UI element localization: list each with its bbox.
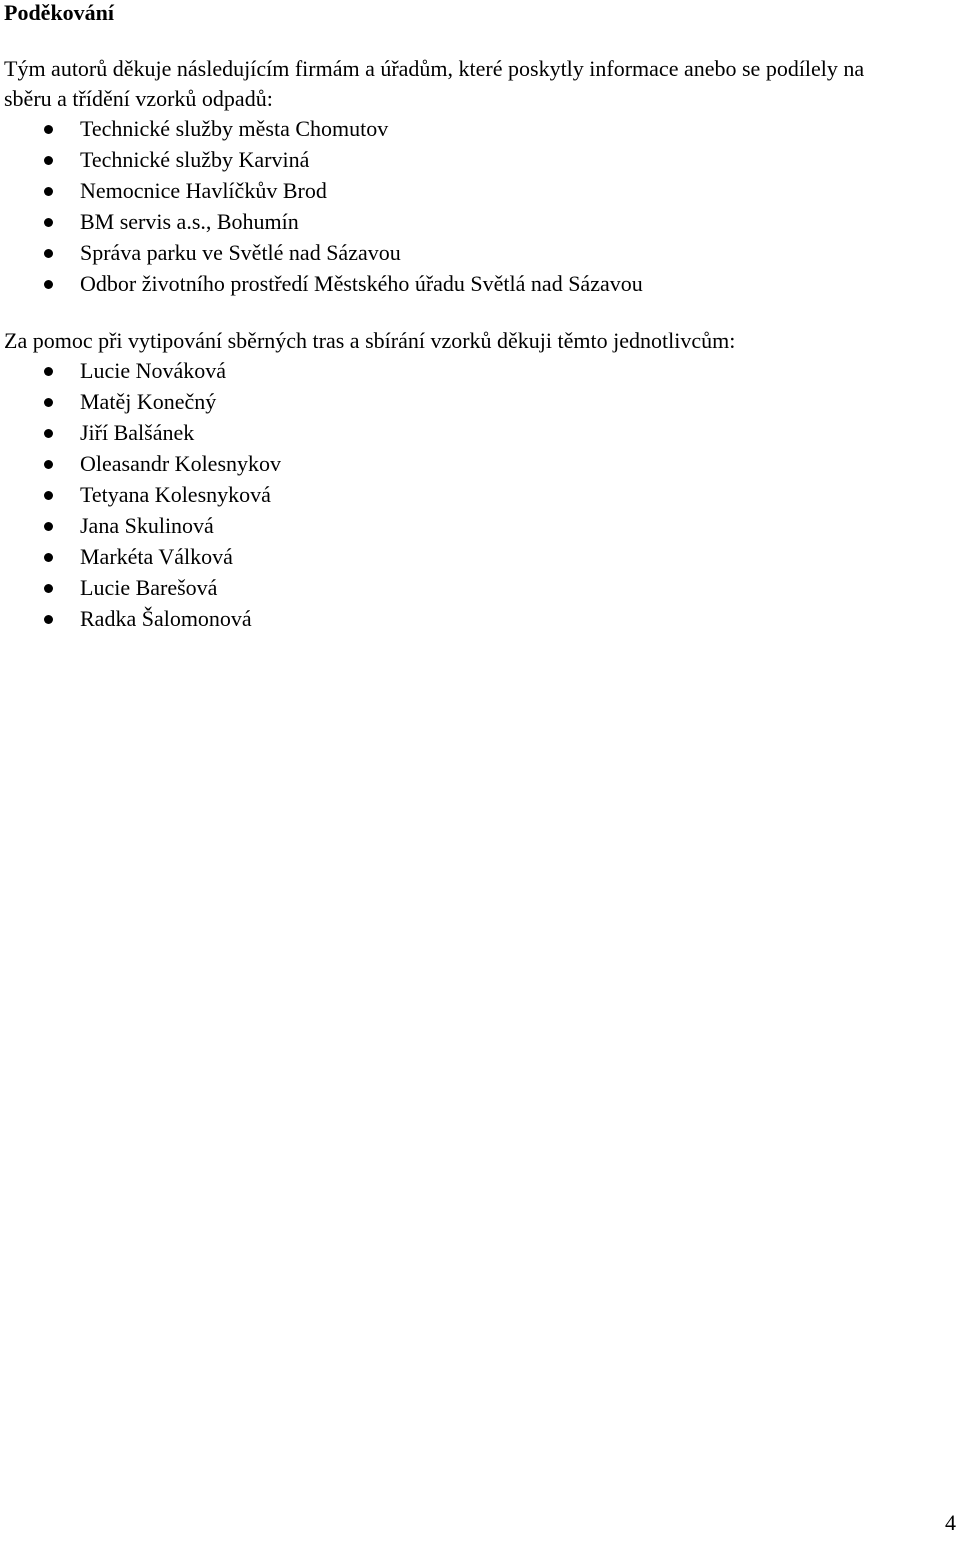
list-item: [0, 356, 281, 387]
person-name: Markéta Válková: [80, 544, 233, 569]
page-title: Poděkování: [4, 0, 115, 25]
list-item: [0, 145, 643, 176]
bullet-icon: [44, 584, 53, 593]
list-item: [0, 176, 643, 207]
list-item: [0, 207, 643, 238]
list-item: [0, 480, 281, 511]
bullet-icon: [44, 125, 53, 134]
bullet-icon: [44, 249, 53, 258]
bullet-icon: [44, 491, 53, 500]
organization-name: Nemocnice Havlíčkův Brod: [80, 178, 327, 203]
list-item: [0, 114, 643, 145]
person-name: Jiří Balšánek: [80, 420, 195, 445]
bullet-icon: [44, 187, 53, 196]
person-name: Jana Skulinová: [80, 513, 214, 538]
intro-paragraph: Tým autorů děkuje následujícím firmám a úřadům, které poskytly informace anebo se podílely na sběru a třídění vzorků odpadů:: [4, 56, 865, 111]
bullet-icon: [44, 522, 53, 531]
person-name: Matěj Konečný: [80, 389, 217, 414]
person-name: Lucie Nováková: [80, 358, 226, 383]
list-item: [0, 573, 281, 604]
list-item: [0, 604, 281, 635]
list-item: [0, 511, 281, 542]
individuals-paragraph: Za pomoc při vytipování sběrných tras a sbírání vzorků děkuji těmto jednotlivcům:: [4, 328, 736, 353]
bullet-icon: [44, 156, 53, 165]
person-name: Oleasandr Kolesnykov: [80, 451, 282, 476]
person-name: Lucie Barešová: [80, 575, 218, 600]
bullet-icon: [44, 218, 53, 227]
bullet-icon: [44, 460, 53, 469]
bullet-icon: [44, 367, 53, 376]
organization-name: Odbor životního prostředí Městského úřadu Světlá nad Sázavou: [80, 271, 643, 296]
list-item: [0, 269, 643, 300]
page-number: 4: [945, 1510, 956, 1535]
person-name: Radka Šalomonová: [80, 606, 252, 631]
bullet-icon: [44, 398, 53, 407]
list-item: [0, 542, 281, 573]
list-item: [0, 387, 281, 418]
organization-name: Technické služby města Chomutov: [80, 116, 389, 141]
list-item: [0, 449, 281, 480]
organization-name: Správa parku ve Světlé nad Sázavou: [80, 240, 401, 265]
bullet-icon: [44, 615, 53, 624]
organizations-list: [0, 114, 643, 300]
bullet-icon: [44, 280, 53, 289]
individuals-list: [0, 356, 281, 635]
organization-name: BM servis a.s., Bohumín: [80, 209, 299, 234]
list-item: [0, 238, 643, 269]
person-name: Tetyana Kolesnyková: [80, 482, 271, 507]
bullet-icon: [44, 553, 53, 562]
list-item: [0, 418, 281, 449]
organization-name: Technické služby Karviná: [80, 147, 310, 172]
bullet-icon: [44, 429, 53, 438]
